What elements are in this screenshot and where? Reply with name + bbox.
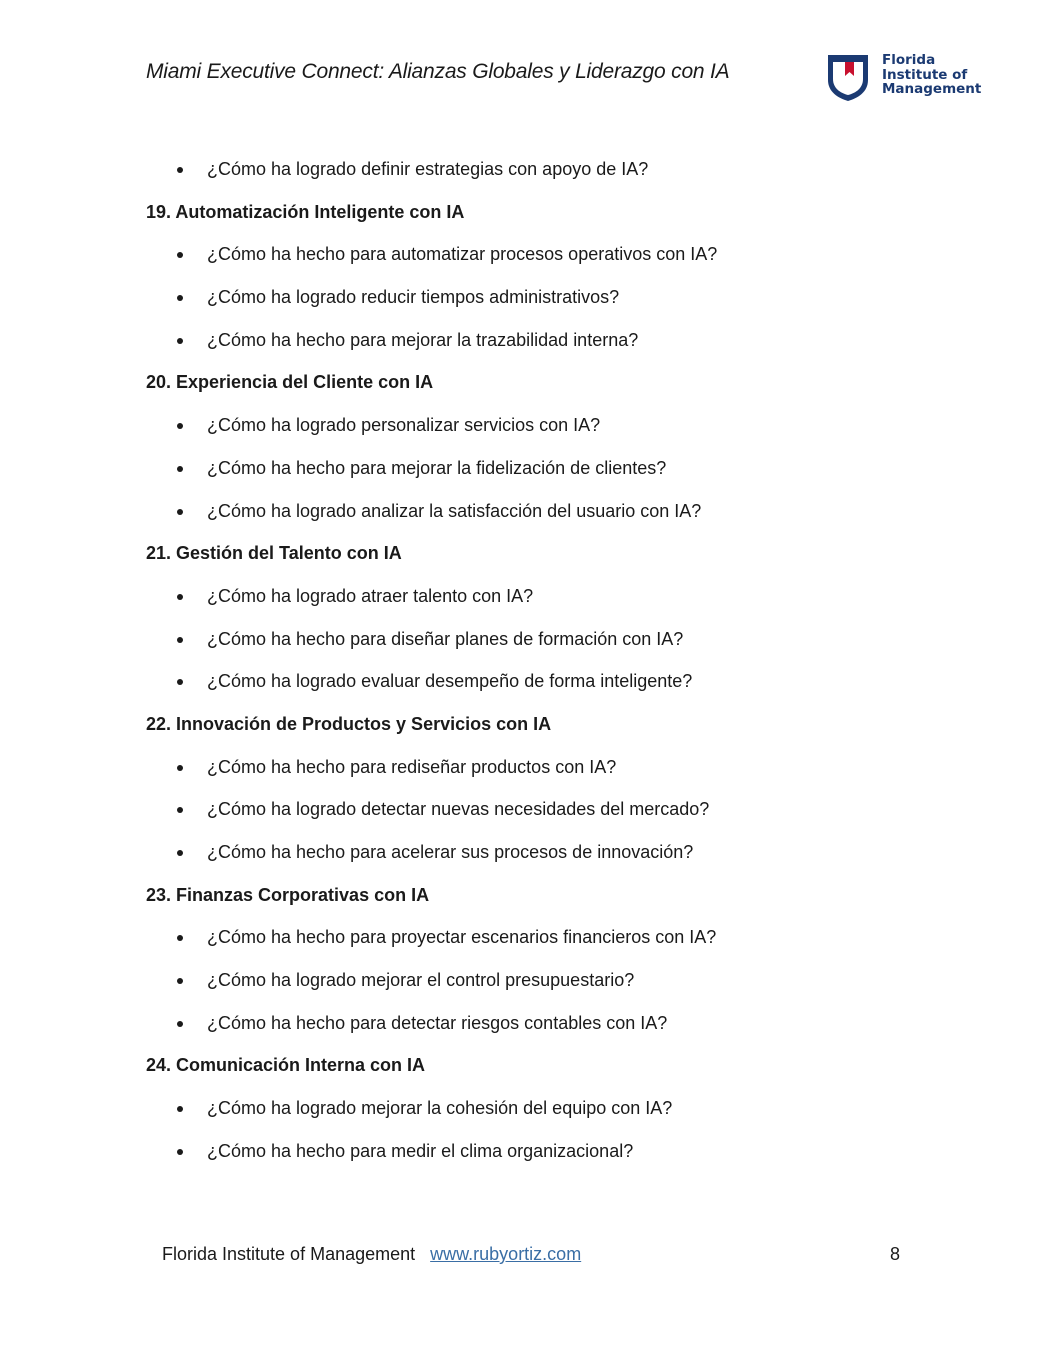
- list-item-text: ¿Cómo ha logrado definir estrategias con apoyo de IA?: [207, 159, 649, 179]
- section-heading: 23. Finanzas Corporativas con IA: [146, 884, 430, 905]
- bullet-icon: [177, 252, 183, 258]
- bullet-icon: [177, 594, 183, 600]
- bullet-icon: [177, 1149, 183, 1155]
- list-item-text: ¿Cómo ha hecho para rediseñar productos con IA?: [207, 756, 617, 777]
- list-item-text: ¿Cómo ha logrado analizar la satisfacción del usuario con IA?: [207, 500, 702, 521]
- list-item: [146, 1087, 966, 1130]
- shield-logo-icon: [826, 52, 870, 102]
- bullet-icon: [177, 466, 183, 472]
- bullet-icon: [177, 1106, 183, 1112]
- list-item: [146, 788, 966, 831]
- list-item: [146, 1130, 966, 1173]
- document-title: Miami Executive Connect: Alianzas Globales y Liderazgo con IA: [146, 60, 730, 83]
- list-item-text: ¿Cómo ha logrado reducir tiempos administrativos?: [207, 287, 620, 308]
- list-item: [146, 490, 966, 533]
- section-heading: 21. Gestión del Talento con IA: [146, 543, 402, 564]
- list-item-text: ¿Cómo ha logrado mejorar el control presupuestario?: [207, 970, 635, 991]
- list-item-text: ¿Cómo ha logrado personalizar servicios con IA?: [207, 415, 601, 436]
- list-item: [146, 404, 966, 447]
- list-item: [146, 916, 966, 959]
- list-item: [146, 575, 966, 618]
- list-item: [146, 148, 966, 191]
- bullet-icon: [177, 423, 183, 429]
- bullet-icon: [177, 637, 183, 643]
- list-item: [146, 618, 966, 661]
- florida-institute-logo: [826, 52, 996, 104]
- bullet-icon: [177, 807, 183, 813]
- footer-organization: Florida Institute of Management: [162, 1244, 416, 1264]
- section-heading: 24. Comunicación Interna con IA: [146, 1055, 426, 1076]
- bullet-icon: [177, 850, 183, 856]
- bullet-icon: [177, 765, 183, 771]
- page-footer: [162, 1244, 581, 1265]
- bullet-icon: [177, 167, 183, 173]
- list-item-text: ¿Cómo ha logrado atraer talento con IA?: [207, 585, 534, 606]
- bullet-icon: [177, 935, 183, 941]
- bullet-icon: [177, 978, 183, 984]
- logo-line-3: Management: [882, 81, 982, 97]
- logo-line-2: Institute of: [882, 66, 968, 83]
- list-item: [146, 276, 966, 319]
- list-item: [146, 233, 966, 276]
- list-item-text: ¿Cómo ha hecho para automatizar procesos operativos con IA?: [207, 244, 718, 265]
- list-item: [146, 1002, 966, 1045]
- list-item-text: ¿Cómo ha logrado detectar nuevas necesidades del mercado?: [207, 799, 710, 820]
- list-item: [146, 660, 966, 703]
- list-item-text: ¿Cómo ha logrado evaluar desempeño de forma inteligente?: [207, 671, 693, 692]
- section-heading: 20. Experiencia del Cliente con IA: [146, 372, 434, 393]
- list-item-text: ¿Cómo ha hecho para detectar riesgos contables con IA?: [207, 1012, 668, 1033]
- section-heading: 22. Innovación de Productos y Servicios con IA: [146, 713, 552, 734]
- list-item: [146, 831, 966, 874]
- logo-line-1: Florida: [882, 52, 936, 68]
- list-item: [146, 746, 966, 789]
- footer-website-link[interactable]: www.rubyortiz.com: [430, 1244, 582, 1264]
- list-item-text: ¿Cómo ha hecho para mejorar la trazabilidad interna?: [207, 329, 639, 350]
- list-item-text: ¿Cómo ha hecho para mejorar la fidelización de clientes?: [207, 457, 667, 478]
- page-number: 8: [890, 1244, 901, 1264]
- bullet-icon: [177, 1021, 183, 1027]
- list-item: [146, 959, 966, 1002]
- bullet-icon: [177, 679, 183, 685]
- list-item-text: ¿Cómo ha hecho para medir el clima organizacional?: [207, 1140, 634, 1161]
- list-item: [146, 319, 966, 362]
- list-item-text: ¿Cómo ha logrado mejorar la cohesión del equipo con IA?: [207, 1098, 673, 1119]
- section-heading: 19. Automatización Inteligente con IA: [146, 201, 465, 222]
- bullet-icon: [177, 338, 183, 344]
- list-item: [146, 447, 966, 490]
- list-item-text: ¿Cómo ha hecho para acelerar sus procesos de innovación?: [207, 842, 694, 862]
- bullet-icon: [177, 295, 183, 301]
- question-list: [146, 148, 966, 1173]
- list-item-text: ¿Cómo ha hecho para proyectar escenarios financieros con IA?: [207, 927, 717, 948]
- logo-wordmark: [882, 53, 981, 97]
- bullet-icon: [177, 509, 183, 515]
- list-item-text: ¿Cómo ha hecho para diseñar planes de formación con IA?: [207, 628, 684, 649]
